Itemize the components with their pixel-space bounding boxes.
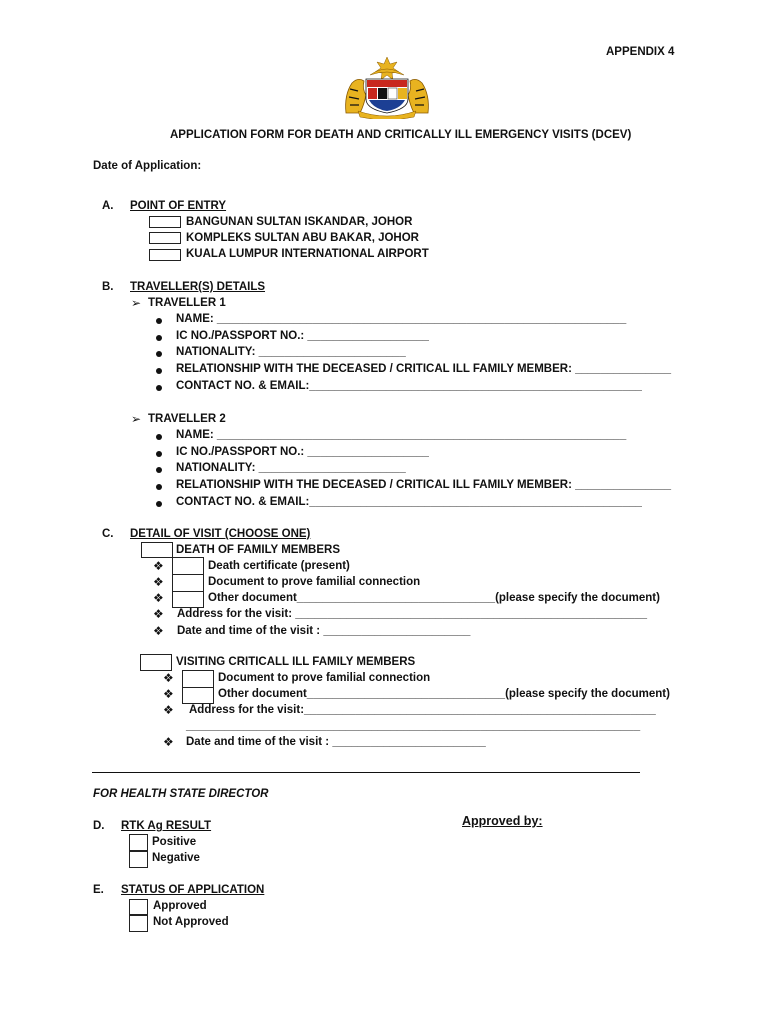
status-approved-label: Approved (153, 900, 207, 912)
traveller-1-nationality-field[interactable]: NATIONALITY: _______________________ (176, 346, 406, 358)
section-c-heading: DETAIL OF VISIT (CHOOSE ONE) (130, 528, 311, 540)
section-divider (92, 772, 640, 773)
death-other-doc-field[interactable]: Other document_______________________________(please specify the document) (208, 592, 660, 604)
diamond-bullet-icon: ❖ (163, 687, 174, 701)
bullet-icon (156, 318, 162, 324)
traveller-1-name-field[interactable]: NAME: ________________________________________________________________ (176, 313, 627, 325)
traveller-2-passport-field[interactable]: IC NO./PASSPORT NO.: ___________________ (176, 446, 429, 458)
diamond-bullet-icon: ❖ (153, 607, 164, 621)
appendix-label: APPENDIX 4 (606, 46, 675, 58)
death-familial-doc-label: Document to prove familial connection (208, 576, 421, 588)
crest-star (375, 57, 399, 80)
traveller-1-contact-field[interactable]: CONTACT NO. & EMAIL:____________________________________________________ (176, 380, 642, 392)
diamond-bullet-icon: ❖ (163, 703, 174, 717)
entry-option-bsi: BANGUNAN SULTAN ISKANDAR, JOHOR (186, 216, 413, 228)
traveller-1-label: TRAVELLER 1 (148, 297, 226, 309)
approved-by-label: Approved by: (462, 814, 543, 828)
critical-visit-label: VISITING CRITICALL ILL FAMILY MEMBERS (176, 656, 416, 668)
section-e-letter: E. (93, 884, 104, 896)
death-address-field[interactable]: Address for the visit: _______________________________________________________ (177, 608, 647, 620)
section-c-letter: C. (102, 528, 114, 540)
traveller-2-contact-field[interactable]: CONTACT NO. & EMAIL:____________________________________________________ (176, 496, 642, 508)
traveller-2-label: TRAVELLER 2 (148, 413, 226, 425)
bullet-icon (156, 335, 162, 341)
death-other-doc-checkbox[interactable] (172, 591, 204, 608)
rtk-positive-label: Positive (152, 836, 197, 848)
diamond-bullet-icon: ❖ (163, 671, 174, 685)
bullet-icon (156, 434, 162, 440)
traveller-2-nationality-field[interactable]: NATIONALITY: _______________________ (176, 462, 406, 474)
section-a-heading: POINT OF ENTRY (130, 200, 227, 212)
critical-familial-doc-checkbox[interactable] (182, 670, 214, 688)
section-b-letter: B. (102, 281, 114, 293)
section-b-heading: TRAVELLER(S) DETAILS (130, 281, 266, 293)
bullet-icon (156, 351, 162, 357)
status-not-approved-checkbox[interactable] (129, 915, 148, 932)
malaysia-coat-of-arms-icon (340, 55, 434, 119)
section-d-letter: D. (93, 820, 105, 832)
arrow-bullet-icon: ➢ (131, 296, 142, 310)
section-e-heading: STATUS OF APPLICATION (121, 884, 265, 896)
entry-option-ksab: KOMPLEKS SULTAN ABU BAKAR, JOHOR (186, 232, 419, 244)
critical-datetime-field[interactable]: Date and time of the visit : ________________________ (186, 736, 486, 748)
death-datetime-field[interactable]: Date and time of the visit : _______________________ (177, 625, 471, 637)
rtk-negative-label: Negative (152, 852, 200, 864)
arrow-bullet-icon: ➢ (131, 412, 142, 426)
bullet-icon (156, 467, 162, 473)
traveller-2-name-field[interactable]: NAME: ________________________________________________________________ (176, 429, 627, 441)
rtk-negative-checkbox[interactable] (129, 851, 148, 868)
status-approved-checkbox[interactable] (129, 899, 148, 915)
death-certificate-checkbox[interactable] (172, 557, 204, 575)
bullet-icon (156, 484, 162, 490)
entry-checkbox-klia[interactable] (149, 249, 181, 261)
diamond-bullet-icon: ❖ (153, 624, 164, 638)
death-familial-doc-checkbox[interactable] (172, 574, 204, 592)
form-title: APPLICATION FORM FOR DEATH AND CRITICALLY ILL EMERGENCY VISITS (DCEV) (170, 129, 632, 141)
critical-address-continuation[interactable]: _______________________________________________________________________ (186, 720, 641, 732)
bullet-icon (156, 368, 162, 374)
traveller-1-passport-field[interactable]: IC NO./PASSPORT NO.: ___________________ (176, 330, 429, 342)
entry-checkbox-ksab[interactable] (149, 232, 181, 244)
bullet-icon (156, 385, 162, 391)
critical-familial-doc-label: Document to prove familial connection (218, 672, 431, 684)
traveller-1-relationship-field[interactable]: RELATIONSHIP WITH THE DECEASED / CRITICAL ILL FAMILY MEMBER: _______________ (176, 363, 672, 375)
diamond-bullet-icon: ❖ (153, 559, 164, 573)
rtk-positive-checkbox[interactable] (129, 834, 148, 851)
death-visit-checkbox[interactable] (141, 542, 173, 558)
date-of-application-label: Date of Application: (93, 160, 202, 172)
section-d-heading: RTK Ag RESULT (121, 820, 212, 832)
critical-address-field[interactable]: Address for the visit:_______________________________________________________ (189, 704, 656, 716)
critical-visit-checkbox[interactable] (140, 654, 172, 671)
death-certificate-label: Death certificate (present) (208, 560, 350, 572)
bullet-icon (156, 451, 162, 457)
death-visit-label: DEATH OF FAMILY MEMBERS (176, 544, 340, 556)
bullet-icon (156, 501, 162, 507)
diamond-bullet-icon: ❖ (163, 735, 174, 749)
entry-option-klia: KUALA LUMPUR INTERNATIONAL AIRPORT (186, 248, 429, 260)
diamond-bullet-icon: ❖ (153, 591, 164, 605)
status-not-approved-label: Not Approved (153, 916, 229, 928)
entry-checkbox-bsi[interactable] (149, 216, 181, 228)
health-director-label: FOR HEALTH STATE DIRECTOR (93, 788, 269, 800)
diamond-bullet-icon: ❖ (153, 575, 164, 589)
section-a-letter: A. (102, 200, 114, 212)
traveller-2-relationship-field[interactable]: RELATIONSHIP WITH THE DECEASED / CRITICAL ILL FAMILY MEMBER: _______________ (176, 479, 672, 491)
critical-other-doc-checkbox[interactable] (182, 687, 214, 704)
critical-other-doc-field[interactable]: Other document_______________________________(please specify the document) (218, 688, 670, 700)
